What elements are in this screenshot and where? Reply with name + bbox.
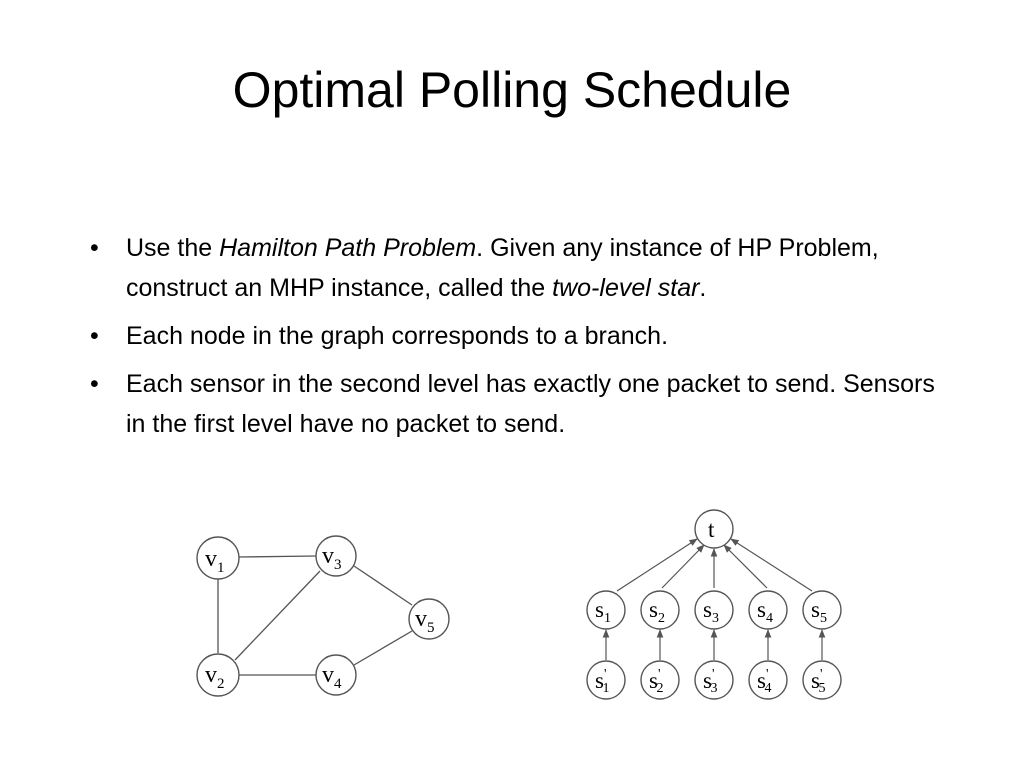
node-label: $v_2$ <box>205 662 225 692</box>
node-label: $v_1$ <box>205 546 225 576</box>
hamilton-graph <box>180 525 480 710</box>
node-label: $v_5$ <box>415 606 435 636</box>
bullet-emphasis: Hamilton Path Problem <box>219 234 477 262</box>
bullet-text: . <box>699 274 707 302</box>
bullet-marker: • <box>90 370 99 398</box>
node-label: $s_3$ <box>703 597 719 626</box>
star-edge <box>724 545 767 588</box>
node-label: $v_4$ <box>322 662 342 692</box>
node-label: $v_3$ <box>322 543 342 573</box>
node-label: s' 4 <box>757 667 772 696</box>
node-label: $s_5$ <box>811 597 827 626</box>
graph-edge <box>354 631 412 665</box>
bullet-item <box>86 364 936 444</box>
bullet-text: Each node in the graph corresponds to a branch. <box>126 322 669 350</box>
bullet-marker: • <box>90 322 99 350</box>
node-label: $s_2$ <box>649 597 665 626</box>
node-label: $s_4$ <box>757 597 773 626</box>
two-level-star-graph <box>580 505 850 705</box>
bullet-emphasis: two-level star <box>552 274 700 302</box>
node-label: s' 2 <box>649 667 664 696</box>
graph-edge <box>239 556 317 557</box>
node-label: s' 1 <box>595 667 610 696</box>
bullet-list <box>86 228 936 452</box>
bullet-text: Use the <box>126 234 220 262</box>
node-label: t <box>708 517 715 542</box>
bullet-text: . Given any instance of HP Problem, construct an MHP instance, called the <box>126 234 879 302</box>
node-label: s' 5 <box>811 667 826 696</box>
node-label: $s_1$ <box>595 597 611 626</box>
bullet-item <box>86 316 936 356</box>
graph-edge <box>235 571 320 660</box>
star-edge <box>662 545 704 588</box>
graph-edge <box>354 566 412 605</box>
slide-title: Optimal Polling Schedule <box>232 62 792 118</box>
node-label: s' 3 <box>703 667 718 696</box>
bullet-marker: • <box>90 234 99 262</box>
bullet-text: Each sensor in the second level has exactly one packet to send. Sensors in the first level have no packet to send. <box>126 370 935 438</box>
bullet-item <box>86 228 936 308</box>
star-edge <box>731 539 812 591</box>
